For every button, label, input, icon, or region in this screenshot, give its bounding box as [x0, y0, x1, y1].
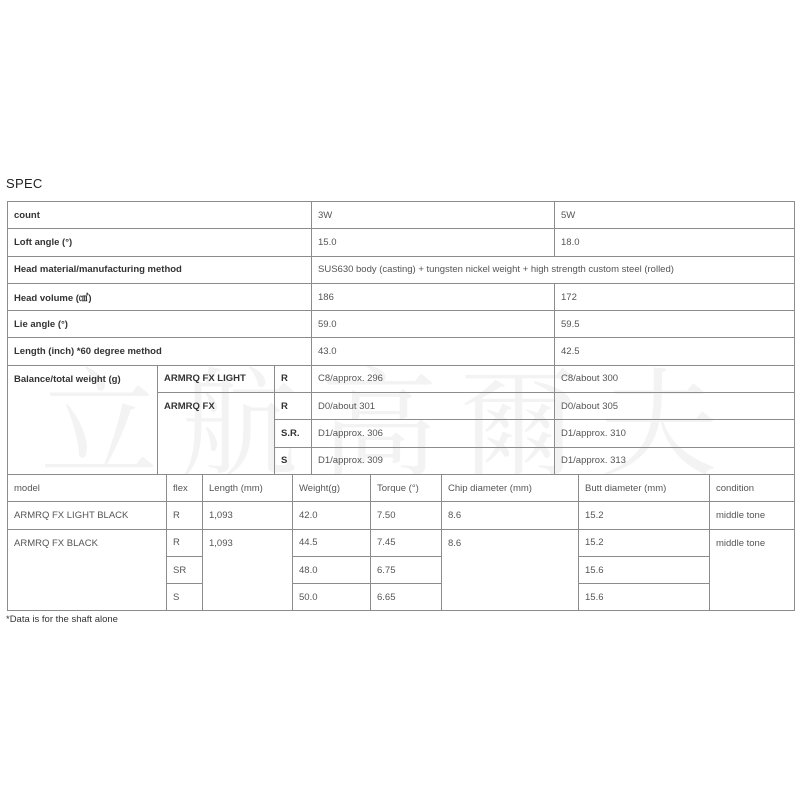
shaft-name: ARMRQ FX — [158, 393, 275, 475]
condition-cell: middle tone — [710, 529, 795, 611]
spec-value: C8/approx. 296 — [312, 365, 555, 392]
length-cell: 1,093 — [203, 529, 293, 611]
page-title: SPEC — [6, 176, 43, 191]
spec-label: Loft angle (°) — [8, 229, 312, 256]
column-header: flex — [167, 475, 203, 502]
butt-cell: 15.2 — [579, 529, 710, 556]
spec-value: 15.0 — [312, 229, 555, 256]
column-header: Chip diameter (mm) — [442, 475, 579, 502]
spec-value: D1/approx. 310 — [555, 420, 795, 447]
column-header: condition — [710, 475, 795, 502]
flex-label: R — [275, 365, 312, 392]
table-row — [8, 338, 795, 365]
table-row — [8, 202, 795, 229]
model-cell: ARMRQ FX BLACK — [8, 529, 167, 611]
table-row — [8, 283, 795, 310]
butt-cell: 15.2 — [579, 502, 710, 529]
length-cell: 1,093 — [203, 502, 293, 529]
flex-label: S — [275, 447, 312, 474]
column-header: Butt diameter (mm) — [579, 475, 710, 502]
spec-value: 186 — [312, 283, 555, 310]
weight-cell: 48.0 — [293, 556, 371, 583]
spec-value: 18.0 — [555, 229, 795, 256]
spec-label: Lie angle (°) — [8, 311, 312, 338]
column-header: model — [8, 475, 167, 502]
table-row — [8, 256, 795, 283]
spec-value: D1/approx. 306 — [312, 420, 555, 447]
weight-cell: 44.5 — [293, 529, 371, 556]
spec-value: D0/about 305 — [555, 393, 795, 420]
flex-cell: R — [167, 502, 203, 529]
column-header: Weight(g) — [293, 475, 371, 502]
flex-label: R — [275, 393, 312, 420]
spec-value: D0/about 301 — [312, 393, 555, 420]
table-row — [8, 311, 795, 338]
spec-value: D1/approx. 309 — [312, 447, 555, 474]
spec-label: Head volume (㎤) — [8, 283, 312, 310]
chip-cell: 8.6 — [442, 502, 579, 529]
spec-value: D1/approx. 313 — [555, 447, 795, 474]
footnote: *Data is for the shaft alone — [6, 614, 118, 625]
weight-cell: 42.0 — [293, 502, 371, 529]
table-header-row — [8, 475, 795, 502]
table-row — [8, 365, 795, 392]
table-row — [8, 502, 795, 529]
spec-value: 172 — [555, 283, 795, 310]
spec-value: 42.5 — [555, 338, 795, 365]
spec-label: Length (inch) *60 degree method — [8, 338, 312, 365]
torque-cell: 6.65 — [371, 584, 442, 611]
flex-cell: R — [167, 529, 203, 556]
spec-label: count — [8, 202, 312, 229]
spec-value: SUS630 body (casting) + tungsten nickel weight + high strength custom steel (rolled) — [312, 256, 795, 283]
butt-cell: 15.6 — [579, 556, 710, 583]
torque-cell: 6.75 — [371, 556, 442, 583]
model-cell: ARMRQ FX LIGHT BLACK — [8, 502, 167, 529]
flex-label: S.R. — [275, 420, 312, 447]
spec-value: C8/about 300 — [555, 365, 795, 392]
column-header: Torque (°) — [371, 475, 442, 502]
table-row — [8, 229, 795, 256]
butt-cell: 15.6 — [579, 584, 710, 611]
spec-value: 59.0 — [312, 311, 555, 338]
shaft-table — [7, 474, 795, 611]
torque-cell: 7.50 — [371, 502, 442, 529]
spec-value: 59.5 — [555, 311, 795, 338]
condition-cell: middle tone — [710, 502, 795, 529]
spec-value: 43.0 — [312, 338, 555, 365]
spec-value: 3W — [312, 202, 555, 229]
flex-cell: S — [167, 584, 203, 611]
spec-table — [7, 201, 795, 475]
torque-cell: 7.45 — [371, 529, 442, 556]
spec-label: Head material/manufacturing method — [8, 256, 312, 283]
shaft-name: ARMRQ FX LIGHT — [158, 365, 275, 392]
column-header: Length (mm) — [203, 475, 293, 502]
flex-cell: SR — [167, 556, 203, 583]
table-row — [8, 529, 795, 556]
weight-cell: 50.0 — [293, 584, 371, 611]
spec-value: 5W — [555, 202, 795, 229]
spec-label: Balance/total weight (g) — [8, 365, 158, 474]
chip-cell: 8.6 — [442, 529, 579, 611]
